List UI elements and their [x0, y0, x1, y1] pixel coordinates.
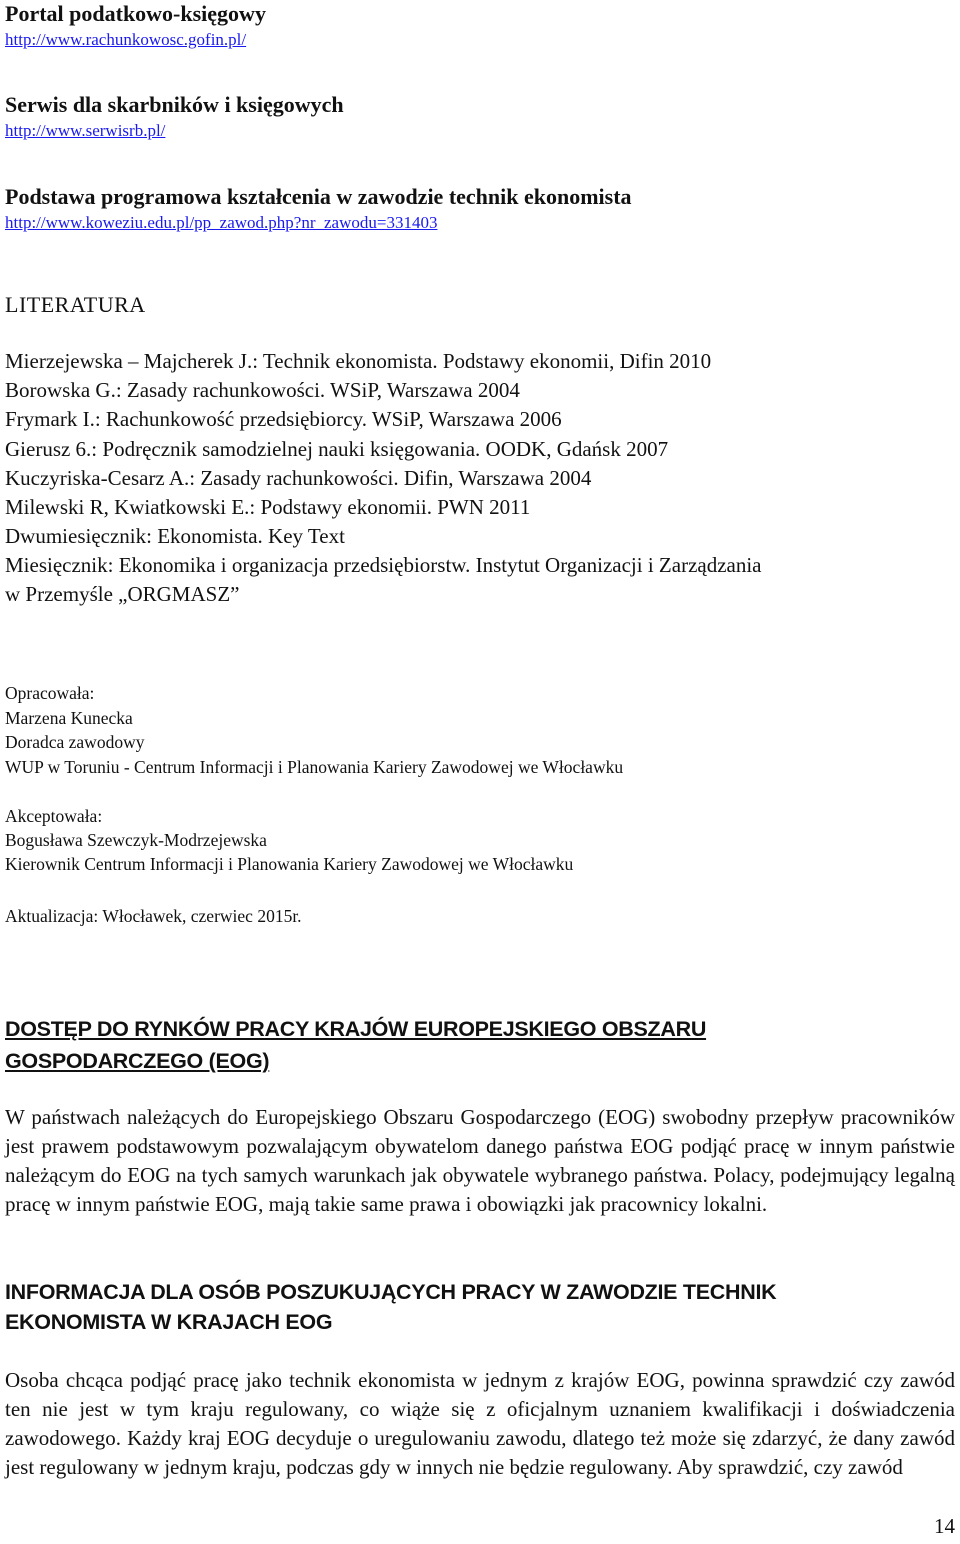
link-title-1: Portal podatkowo-księgowy [5, 1, 266, 26]
prepared-role: Doradca zawodowy [5, 732, 145, 752]
link-url-3[interactable]: http://www.koweziu.edu.pl/pp_zawod.php?nr_zawodu=331403 [5, 213, 438, 232]
link-url-1[interactable]: http://www.rachunkowosc.gofin.pl/ [5, 30, 247, 49]
section2-heading-line1: INFORMACJA DLA OSÓB POSZUKUJĄCYCH PRACY W ZAWODZIE TECHNIK [5, 1280, 777, 1304]
prepared-name: Marzena Kunecka [5, 708, 133, 728]
literature-item: Frymark I.: Rachunkowość przedsiębiorcy. WSiP, Warszawa 2006 [5, 407, 562, 431]
literature-item: Gierusz 6.: Podręcznik samodzielnej nauki księgowania. OODK, Gdańsk 2007 [5, 437, 669, 461]
section1-heading-line2: GOSPODARCZEGO (EOG) [5, 1049, 270, 1073]
link-url-2[interactable]: http://www.serwisrb.pl/ [5, 121, 166, 140]
literature-item: Dwumiesięcznik: Ekonomista. Key Text [5, 524, 345, 548]
section1-heading-line1: DOSTĘP DO RYNKÓW PRACY KRAJÓW EUROPEJSKIEGO OBSZARU [5, 1017, 707, 1041]
section2-body: Osoba chcąca podjąć pracę jako technik ekonomista w jednym z krajów EOG, powinna sprawdzić czy zawód ten nie jest w tym kraju regulowany, co wiąże się z oficjalnym uznaniem kwalifikacji i doświadczenia zawodowego. Każdy kraj EOG decyduje o uregulowaniu zawodu, dlatego też może się zdarzyć, że dany zawód jest regulowany w jednym kraju, podczas gdy w innych nie będzie regulowany. Aby sprawdzić, czy zawód [5, 1368, 955, 1479]
literature-item: Borowska G.: Zasady rachunkowości. WSiP, Warszawa 2004 [5, 378, 520, 402]
literature-item: Miesięcznik: Ekonomika i organizacja przedsiębiorstw. Instytut Organizacji i Zarządzania [5, 553, 762, 577]
accepted-label: Akceptowała: [5, 806, 103, 826]
literature-item: Kuczyriska-Cesarz A.: Zasady rachunkowości. Difin, Warszawa 2004 [5, 466, 592, 490]
prepared-label: Opracowała: [5, 683, 95, 703]
page-number: 14 [934, 1514, 955, 1538]
literature-heading: LITERATURA [5, 292, 146, 317]
literature-item: Mierzejewska – Majcherek J.: Technik ekonomista. Podstawy ekonomii, Difin 2010 [5, 349, 712, 373]
literature-item: w Przemyśle „ORGMASZ” [5, 582, 240, 606]
update-date: Aktualizacja: Włocławek, czerwiec 2015r. [5, 906, 302, 926]
prepared-org: WUP w Toruniu - Centrum Informacji i Planowania Kariery Zawodowej we Włocławku [5, 757, 624, 777]
literature-item: Milewski R, Kwiatkowski E.: Podstawy ekonomii. PWN 2011 [5, 495, 531, 519]
section1-body: W państwach należących do Europejskiego Obszaru Gospodarczego (EOG) swobodny przepływ pracowników jest prawem podstawowym pozwalającym obywatelom danego państwa EOG podjąć pracę w innym państwie należącym do EOG na tych samych warunkach jak obywatele wybranego państwa. Polacy, podejmujący legalną pracę w innym państwie EOG, mają takie same prawa i obowiązki jak pracownicy lokalni. [5, 1105, 955, 1216]
link-title-2: Serwis dla skarbników i księgowych [5, 92, 344, 117]
section2-heading-line2: EKONOMISTA W KRAJACH EOG [5, 1310, 333, 1334]
accepted-role: Kierownik Centrum Informacji i Planowania Kariery Zawodowej we Włocławku [5, 854, 574, 874]
link-title-3: Podstawa programowa kształcenia w zawodzie technik ekonomista [5, 184, 632, 209]
accepted-name: Bogusława Szewczyk-Modrzejewska [5, 830, 267, 850]
